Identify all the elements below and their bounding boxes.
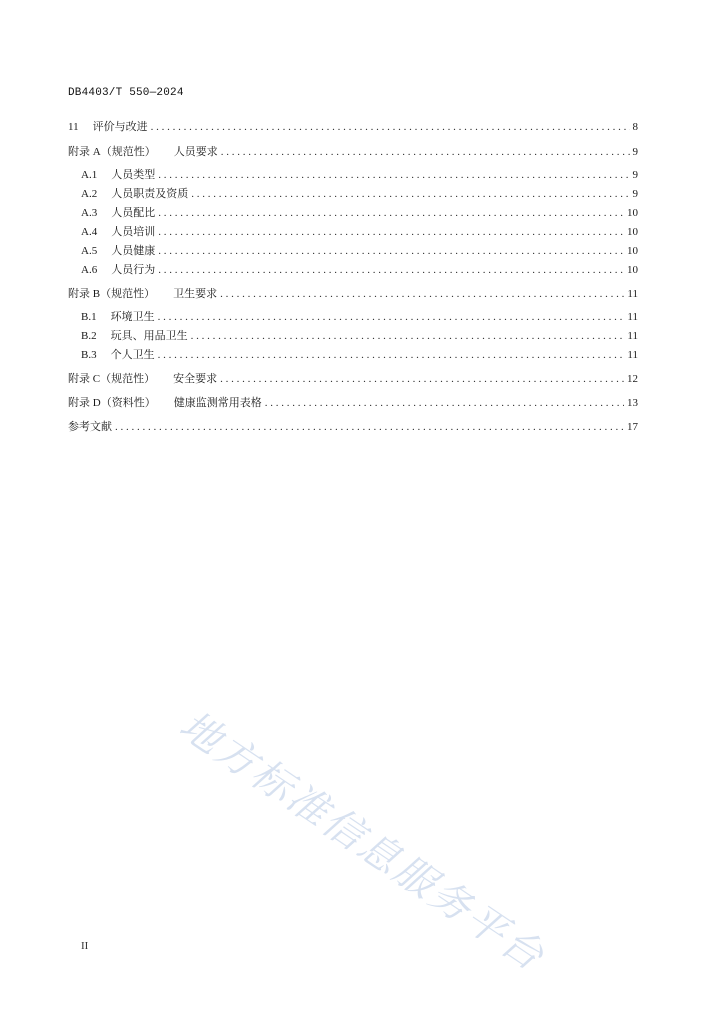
toc-entry-number: A.3 (81, 207, 98, 219)
toc-entry-title: 参考文献 (68, 420, 112, 433)
toc-entry-references[interactable] (68, 420, 638, 434)
toc-entry-number: A.4 (81, 226, 98, 238)
toc-entry-title: 环境卫生 (110, 310, 155, 323)
toc-entry-page: 11 (627, 330, 638, 342)
toc-leader-dots (191, 187, 629, 201)
toc-entry-11[interactable] (68, 120, 638, 134)
toc-entry-a1[interactable] (81, 168, 638, 182)
toc-entry-number: 附录 A（规范性） (68, 146, 156, 158)
toc-entry-b1[interactable] (81, 310, 638, 324)
toc-leader-dots (220, 372, 624, 386)
toc-entry-appendix-a[interactable] (68, 145, 638, 159)
toc-leader-dots (158, 263, 624, 277)
toc-entry-title: 人员配比 (111, 206, 156, 219)
toc-entry-number: A.2 (81, 188, 98, 200)
toc-entry-a5[interactable] (81, 244, 638, 258)
toc-entry-appendix-d[interactable] (68, 396, 638, 410)
toc-leader-dots (158, 225, 624, 239)
toc-entry-page: 9 (632, 146, 638, 158)
document-id-header: DB4403/T 550—2024 (68, 87, 184, 99)
toc-leader-dots (220, 287, 624, 301)
toc-entry-a6[interactable] (81, 263, 638, 277)
toc-entry-page: 11 (627, 349, 638, 361)
toc-leader-dots (158, 244, 624, 258)
toc-entry-title: 评价与改进 (92, 120, 148, 133)
toc-entry-a2[interactable] (81, 187, 638, 201)
toc-entry-number: 附录 C（规范性） (68, 373, 156, 385)
toc-entry-number: 11 (68, 121, 79, 133)
toc-entry-title: 卫生要求 (173, 287, 218, 300)
toc-entry-title: 人员行为 (111, 263, 156, 276)
toc-entry-number: B.1 (81, 311, 97, 323)
toc-entry-page: 11 (627, 311, 638, 323)
toc-entry-title: 健康监测常用表格 (173, 396, 262, 409)
toc-entry-title: 人员要求 (173, 145, 218, 158)
toc-entry-number: A.6 (81, 264, 98, 276)
toc-entry-title: 人员培训 (111, 225, 156, 238)
toc-entry-b3[interactable] (81, 348, 638, 362)
toc-entry-a4[interactable] (81, 225, 638, 239)
toc-leader-dots (151, 120, 630, 134)
toc-entry-title: 人员类型 (111, 168, 156, 181)
toc-entry-appendix-b[interactable] (68, 287, 638, 301)
watermark-text: 地方标准信息服务平台 (171, 702, 554, 981)
toc-entry-page: 10 (627, 245, 638, 257)
toc-leader-dots (158, 310, 625, 324)
toc-leader-dots (158, 168, 629, 182)
toc-entry-number: 附录 B（规范性） (68, 288, 156, 300)
toc-leader-dots (221, 145, 630, 159)
toc-leader-dots (115, 420, 624, 434)
toc-entry-page: 10 (627, 207, 638, 219)
toc-entry-page: 8 (632, 121, 638, 133)
toc-entry-number: B.2 (81, 330, 97, 342)
toc-entry-appendix-c[interactable] (68, 372, 638, 386)
toc-entry-number: A.5 (81, 245, 98, 257)
toc-entry-page: 17 (627, 421, 638, 433)
toc-entry-page: 11 (627, 288, 638, 300)
toc-entry-b2[interactable] (81, 329, 638, 343)
toc-entry-page: 9 (632, 169, 638, 181)
toc-entry-page: 9 (632, 188, 638, 200)
toc-entry-page: 10 (627, 226, 638, 238)
toc-entry-page: 13 (627, 397, 638, 409)
toc-entry-number: B.3 (81, 349, 97, 361)
toc-entry-title: 人员职责及资质 (111, 187, 189, 200)
toc-entry-number: 附录 D（资料性） (68, 397, 156, 409)
toc-leader-dots (265, 396, 624, 410)
toc-entry-title: 人员健康 (111, 244, 156, 257)
toc-leader-dots (158, 206, 624, 220)
toc-entry-title: 安全要求 (173, 372, 218, 385)
page-number-footer: II (81, 940, 89, 952)
toc-entry-number: A.1 (81, 169, 98, 181)
toc-entry-page: 12 (627, 373, 638, 385)
toc-entry-title: 个人卫生 (110, 348, 155, 361)
toc-entry-title: 玩具、用品卫生 (110, 329, 188, 342)
toc-entry-page: 10 (627, 264, 638, 276)
toc-entry-a3[interactable] (81, 206, 638, 220)
toc-leader-dots (158, 348, 625, 362)
toc-leader-dots (191, 329, 625, 343)
